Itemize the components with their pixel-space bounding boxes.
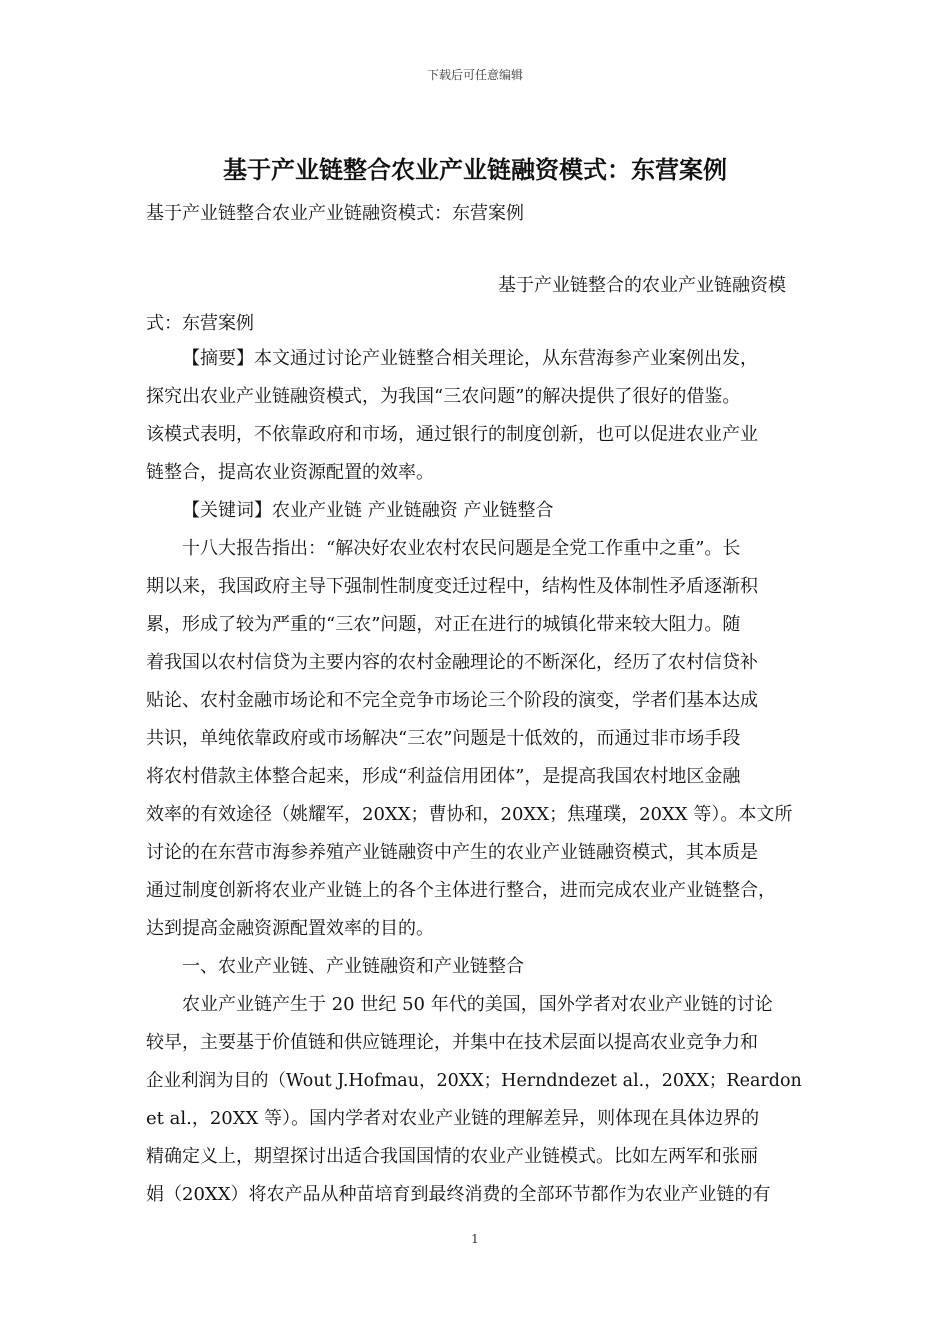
right-heading-line-2: 式：东营案例 — [146, 313, 254, 334]
subtitle-line: 基于产业链整合农业产业链融资模式：东营案例 — [146, 203, 524, 224]
paragraph-line: 期以来，我国政府主导下强制性制度变迁过程中，结构性及体制性矛盾逐渐积 — [146, 576, 758, 597]
paragraph-line: 精确定义上，期望探讨出适合我国国情的农业产业链模式。比如左两军和张丽 — [146, 1146, 758, 1167]
paragraph-line: 共识，单纯依靠政府或市场解决“三农”问题是十低效的，而通过非市场手段 — [146, 728, 741, 749]
paragraph-line: 效率的有效途径（姚耀军，20XX；曹协和，20XX；焦瑾璞，20XX 等）。本文所 — [146, 804, 793, 825]
paragraph-line: et al.，20XX 等）。国内学者对农业产业链的理解差异，则体现在具体边界的 — [146, 1108, 760, 1129]
keywords-line: 【关键词】农业产业链 产业链融资 产业链整合 — [182, 500, 554, 521]
paragraph-line: 农业产业链产生于 20 世纪 50 年代的美国，国外学者对农业产业链的讨论 — [182, 994, 773, 1015]
paragraph-line: 十八大报告指出：“解决好农业农村农民问题是全党工作重中之重”。长 — [182, 538, 741, 559]
paragraph-line: 累，形成了较为严重的“三农”问题，对正在进行的城镇化带来较大阻力。随 — [146, 614, 741, 635]
paragraph-line: 着我国以农村信贷为主要内容的农村金融理论的不断深化，经历了农村信贷补 — [146, 652, 758, 673]
abstract-line: 探究出农业产业链融资模式，为我国“三农问题”的解决提供了很好的借鉴。 — [146, 386, 741, 407]
right-heading-line-1: 基于产业链整合的农业产业链融资模 — [498, 275, 786, 296]
page-header-note: 下载后可任意编辑 — [426, 68, 523, 82]
paragraph-line: 讨论的在东营市海参养殖产业链融资中产生的农业产业链融资模式，其本质是 — [146, 842, 758, 863]
abstract-line: 【摘要】本文通过讨论产业链整合相关理论，从东营海参产业案例出发， — [182, 348, 758, 369]
paragraph-line: 贴论、农村金融市场论和不完全竞争市场论三个阶段的演变，学者们基本达成 — [146, 690, 758, 711]
paragraph-line: 通过制度创新将农业产业链上的各个主体进行整合，进而完成农业产业链整合， — [146, 880, 776, 901]
paragraph-line: 娟（20XX）将农产品从种苗培育到最终消费的全部环节都作为农业产业链的有 — [146, 1184, 771, 1205]
paragraph-line: 企业利润为目的（Wout J.Hofmau，20XX；Herndndezet al.，20XX；Reardon — [146, 1071, 802, 1091]
section-heading: 一、农业产业链、产业链融资和产业链整合 — [182, 956, 524, 977]
paragraph-line: 达到提高金融资源配置效率的目的。 — [146, 918, 434, 939]
abstract-line: 链整合，提高农业资源配置的效率。 — [146, 462, 434, 483]
document-title: 基于产业链整合农业产业链融资模式：东营案例 — [223, 155, 727, 184]
abstract-line: 该模式表明，不依靠政府和市场，通过银行的制度创新，也可以促进农业产业 — [146, 424, 758, 445]
paragraph-line: 将农村借款主体整合起来，形成“利益信用团体”，是提高我国农村地区金融 — [146, 766, 741, 787]
paragraph-line: 较早，主要基于价值链和供应链理论，并集中在技术层面以提高农业竞争力和 — [146, 1032, 758, 1053]
page-number: 1 — [471, 1232, 479, 1246]
